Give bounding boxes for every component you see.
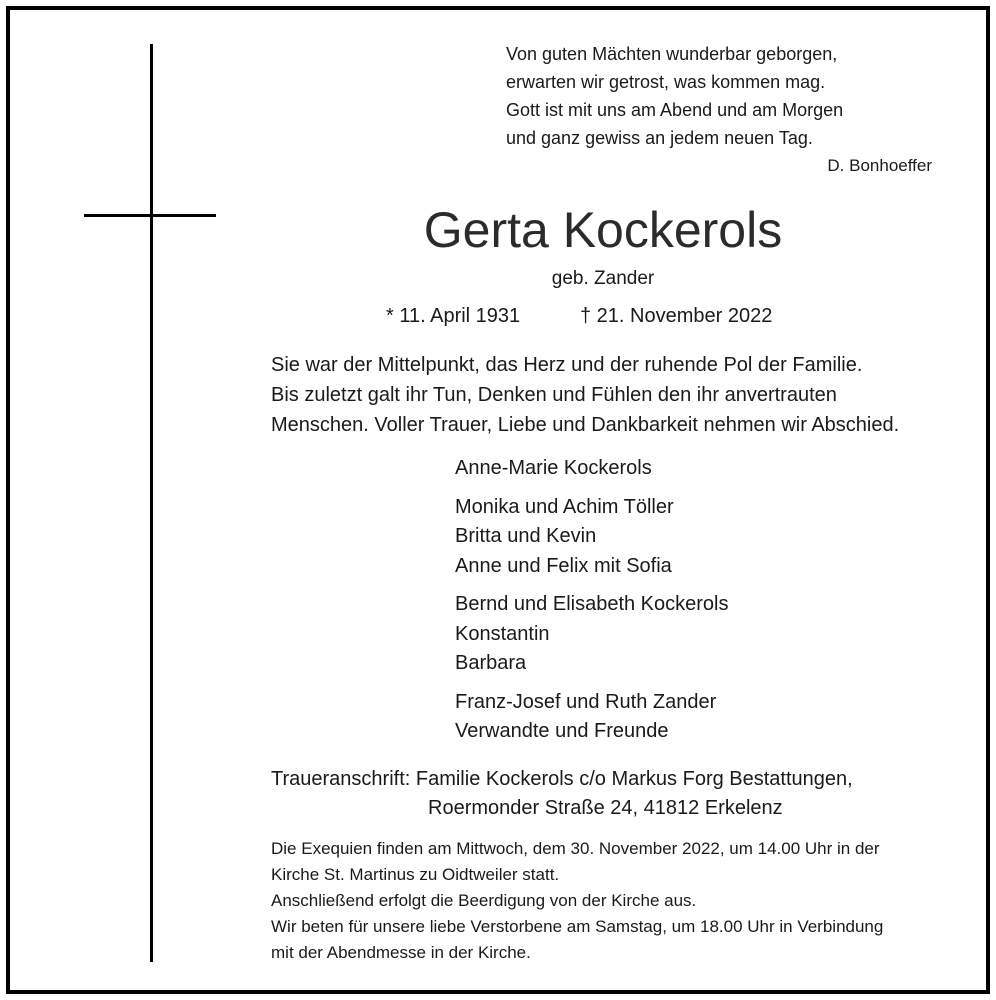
service-line: Kirche St. Martinus zu Oidtweiler statt. bbox=[271, 865, 560, 884]
birth-name: geb. Zander bbox=[551, 268, 655, 289]
mourning-address bbox=[271, 765, 853, 823]
quote-line: erwarten wir getrost, was kommen mag. bbox=[506, 72, 826, 92]
service-line: mit der Abendmesse in der Kirche. bbox=[271, 943, 531, 962]
service-line: Wir beten für unsere liebe Verstorbene am Samstag, um 18.00 Uhr in Verbindung bbox=[271, 917, 884, 936]
address-line-1: Traueranschrift: Familie Kockerols c/o Markus Forg Bestattungen, bbox=[271, 768, 853, 790]
cross-icon-crossbar bbox=[84, 214, 216, 217]
quote-author: D. Bonhoeffer bbox=[827, 156, 932, 175]
mourner-name: Anne und Felix mit Sofia bbox=[455, 554, 672, 577]
mourner-name: Barbara bbox=[455, 652, 527, 674]
mourner-name: Britta und Kevin bbox=[455, 525, 597, 547]
mourners-list bbox=[455, 454, 729, 756]
mourner-name: Verwandte und Freunde bbox=[455, 720, 669, 742]
mourner-group bbox=[455, 688, 729, 747]
deceased-name: Gerta Kockerols bbox=[423, 202, 783, 258]
tribute-line: Bis zuletzt galt ihr Tun, Denken und Fühlen den ihr anvertrauten bbox=[271, 384, 837, 406]
service-details bbox=[271, 836, 971, 966]
quote-line: Gott ist mit uns am Abend und am Morgen bbox=[506, 100, 844, 120]
mourner-group bbox=[455, 493, 729, 582]
death-date: † 21. November 2022 bbox=[580, 305, 773, 327]
address-line-2: Roermonder Straße 24, 41812 Erkelenz bbox=[428, 797, 783, 819]
tribute-line: Menschen. Voller Trauer, Liebe und Dankbarkeit nehmen wir Abschied. bbox=[271, 414, 900, 436]
mourner-group bbox=[455, 454, 729, 484]
quote-line: und ganz gewiss an jedem neuen Tag. bbox=[506, 128, 813, 148]
quote-line: Von guten Mächten wunderbar geborgen, bbox=[506, 44, 838, 64]
mourner-name: Anne-Marie Kockerols bbox=[455, 457, 652, 479]
mourner-name: Bernd und Elisabeth Kockerols bbox=[455, 593, 729, 615]
birth-date: * 11. April 1931 bbox=[386, 305, 521, 327]
service-line: Anschließend erfolgt die Beerdigung von der Kirche aus. bbox=[271, 891, 697, 910]
obituary-frame bbox=[6, 6, 990, 994]
mourner-name: Monika und Achim Töller bbox=[455, 495, 674, 518]
bonhoeffer-quote bbox=[506, 40, 932, 180]
mourner-name: Konstantin bbox=[455, 622, 550, 645]
tribute-text bbox=[271, 350, 971, 440]
service-line: Die Exequien finden am Mittwoch, dem 30. November 2022, um 14.00 Uhr in der bbox=[271, 839, 880, 858]
cross-icon bbox=[150, 44, 153, 962]
mourner-name: Franz-Josef und Ruth Zander bbox=[455, 690, 717, 713]
tribute-line: Sie war der Mittelpunkt, das Herz und der ruhende Pol der Familie. bbox=[271, 354, 863, 376]
mourner-group bbox=[455, 590, 729, 679]
